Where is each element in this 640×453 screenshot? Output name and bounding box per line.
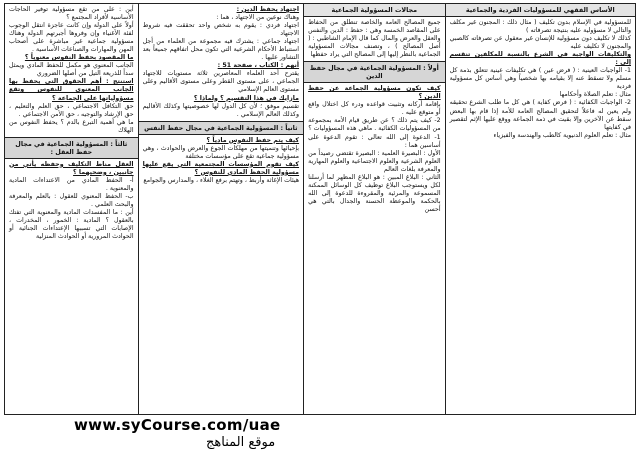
column-fields <box>303 4 445 414</box>
text-line: أولاً على الدولة وإن كانت عاجزة انتقل الوجوب لفئة الأغنياء وإن وفروها أجبرتهم الدولة وهناك مسؤولية جماعية غير مباشرة على أصحاب المهن والمهارات والصناعات الأساسية . <box>9 22 134 54</box>
needs-body <box>5 4 138 137</box>
question-line: كيف تكون مسؤولية الجماعة عن حفظ الدين ؟ <box>308 85 441 101</box>
text-line: يقترح أحد العلماء المعاصرين ثلاثة مستويات للاجتهاد الجماعي ، على مستوى القطر وعلى مستوى الأقاليم وعلى مستوى العالم الإسلامي <box>142 70 300 94</box>
fields-title: مجالات المسؤولية الجماعية <box>304 4 445 17</box>
text-line: العقل مناط التكليف وحفظه يأتي من جانبين ، وضحيهما ؟ <box>9 160 134 176</box>
mind-body <box>5 159 138 243</box>
text-line: وهناك نوعين من الاجتهاد ، هما : <box>216 14 300 22</box>
text-line: مازايك في هذا التقسيم ؟ ولماذا ؟ <box>193 94 300 102</box>
text-line: كيف تقوم المؤسسات المجتمعية التي يقع عليها مسؤولية الحفظ المادي للنفوس ؟ <box>142 160 300 176</box>
text-line: مثال : تعلم العلوم الدنيوية كالطب والهندسة والفيزياء <box>493 131 631 139</box>
mind-subhead: ثالثاً : المسؤولية الجماعية في مجال حفظ العقل : <box>5 137 138 159</box>
text-line: الثاني : البلاغ المبين : هو البلاغ المظهر لما أرسلنا لكل ويستوجب البلاغ توظيف كل الوسائل الممكنة المسموعة والمرئية والمقروءة للدعوة إلى الله بالحكمة والموعظة الحسنة والجدال بالتي هي أحسن <box>308 173 441 213</box>
column-ijtihad <box>138 4 303 414</box>
page-footer <box>0 415 640 453</box>
fiqh-basis-body <box>446 17 635 142</box>
text-line: أ- الحفظ المادي من الاعتداءات المادية والمعنوية . <box>9 176 134 192</box>
religion-subhead: أولاً : المسؤولية الجماعية في مجال حفظ الدين <box>304 61 445 83</box>
text-line: بإقامة أركانه وتثبيت قواعده ودرء كل اختلال واقع أو متوقع عليه . <box>308 101 441 117</box>
text-line: اجتهاد جماعي : يشترك فيه مجموعة من العلماء من أجل استنباط الأحكام الشرعية التي تكون محل اتفاقهم جميعاً بعد التشاور عليها . <box>142 38 300 62</box>
text-line: أين : على من تقع مسؤولية توفير الحاجات الأساسية لأفراد المجتمع ؟ <box>9 6 134 22</box>
text-line: 1- الواجبات العينية : ( فرض عين ) هي تكليفات عينية تتعلق بذمة كل مسلم ولا تسقط عنه إلا بقيامه بها شخصياً وهي أساس كل مسؤولية فردية <box>449 67 631 91</box>
text-line: أين : ما المفسدات المادية والمعنوية التي تفتك بالعقول ؟ المادية : الخمور ، المخدرات ، الإصابات التي تسببها الإعتداءات الجنائية أو الحوادث المرورية أو الحوادث المنزلية <box>9 209 134 241</box>
text-line: أنهم : الكتاب ، صفحة 51 : <box>217 62 300 70</box>
text-line: 2- كيف يتم ذلك ؟ عن طريق قيام الأمة بمجموعة من المسؤوليات الكفائية . ماهي هذه المسؤوليات ؟ <box>308 117 441 133</box>
column-fiqh-basis <box>445 4 635 414</box>
text-line: والتكليفات الواجبة في الشرع بالنسبة للمكلفين تنقسم إلى : <box>449 51 631 67</box>
text-line: مثال : تعلم الصلاة وأحكامها <box>559 91 631 99</box>
text-line: الجانب المعنوي هو مكمل للحفظ المادي ويمثل سداً للذريعة التيل من أصلها الضروري <box>9 62 134 78</box>
text-line: 1- الدعوة إلى الله تعالى : تقوم الدعوة على أساسين هما : <box>308 133 441 149</box>
fiqh-basis-title: الأساس الفقهي للمسؤوليات الفردية والجماعية <box>446 4 635 17</box>
religion-body <box>304 83 445 216</box>
worksheet-table <box>4 3 636 415</box>
question-line: كيف يتم حفظ النفوس مادياً ؟ <box>206 136 300 144</box>
text-line: هيئات الإغاثة وأربط ، وتهتم برفع الغلاء ، والمدارس والجوامع <box>143 176 300 184</box>
ijtihad-body <box>139 4 303 121</box>
text-line: بإحيائها وتنميتها من مهلكات الجوع والعرض والحوادث ، وهي مسؤولية جماعية تقع على مؤسسات مختلفة <box>142 144 300 160</box>
text-line: ب- الحفظ المعنوي للعقول : بالعلم والمعرفة والبحث العلمي . <box>9 192 134 208</box>
soul-subhead: ثانياً : المسؤولية الجماعية في مجال حفظ النفس <box>139 121 303 135</box>
text-line: للمسؤولية في الإسلام بدون تكليف ( مثال ذلك : المجنون غير مكلف والتالي لا مسؤولية عليه بنتيجة تصرفاته ) <box>449 19 631 35</box>
text-line: ما المقصود بحفظ النفوس معنوياً ؟ <box>24 54 134 62</box>
soul-body <box>139 135 303 187</box>
text-line: حق التكافل الاجتماعي ، حق العلم والتعليم ، حق الإرشاد والتوجيه ، حق الأمن الاجتماعي . <box>9 102 134 118</box>
text-line: استنتج : أهم الحقوق التي يحفظ بها الجانب المعنوي للنفوس وتقع مسؤولياتها على الجماعة ؟ <box>9 78 134 102</box>
text-line: ما هي أهمية التبرع بالدم ؟ يحفظ النفوس من الهلاك <box>9 118 134 134</box>
text-line: الأول : البصيرة العلمية : البصيرة تقتضي رصيداً من العلوم الشرعية والعلوم الاجتماعية والعلوم المهارية والمعرفة بلغات العالم <box>308 149 441 173</box>
text-line: اجتهاد يحفظ الدين : <box>236 6 300 13</box>
text-line: 2- الواجبات الكفائية : ( فرض كفاية ) هي كل ما طلب الشرع تحقيقه ولم يعين له فاعلاً لتحقيق المصالح العامة للأمة إذا قام بها البعض سقط عن الآخرين وإلا بقيت في ذمة الجماعة ووقع عليها الإثم لتقصير في كفايتها <box>449 99 631 131</box>
text-line: اجتهاد فردي : يقوم به شخص واحد تحققت فيه شروط الاجتهاد <box>142 22 300 38</box>
column-needs <box>5 4 138 414</box>
text-line: جميع المصالح العامة والخاصة تنطلق من الحفاظ على المقاصد الخمسة وهي : حفظ : الدين والنفس والعقل والعرض والمال كما قال الإمام الشاطبي : ( أصل المصالح ) ، وتصنف مجالات المسؤولية الجماعية بالنظر إليها إلى المصالح التي يراد حفظها <box>308 19 441 59</box>
text-line: كذلك لا تكليف دون مسؤولية للإنسان غير معقول عن تصرفاته كالصبي والمجنون لا تكليف عليه <box>449 35 631 51</box>
site-name: موقع المناهج <box>206 435 276 450</box>
site-url[interactable]: www.syCourse.com/uae <box>74 416 281 434</box>
fields-intro <box>304 17 445 61</box>
text-line: تقسيم موفق ؛ لأن كل الدول لها خصوصيتها وكذلك الأقاليم وكذلك العالم الإسلامي . <box>142 102 300 118</box>
